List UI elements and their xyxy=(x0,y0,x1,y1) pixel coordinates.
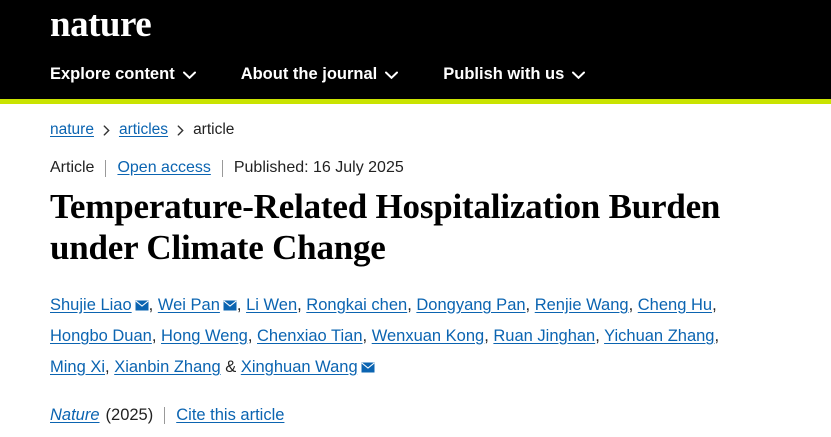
author-link[interactable]: Ruan Jinghan xyxy=(493,327,596,345)
nav-item-label: Explore content xyxy=(50,64,175,83)
open-access-link[interactable]: Open access xyxy=(117,159,211,176)
author-link[interactable]: Wei Pan xyxy=(157,296,220,314)
breadcrumb xyxy=(0,104,831,138)
author-link[interactable]: Cheng Hu xyxy=(637,296,713,314)
author-link[interactable]: Hongbo Duan xyxy=(50,327,152,345)
main-navigation xyxy=(0,49,831,104)
nav-item-publish-with-us[interactable] xyxy=(443,65,585,84)
author-link[interactable]: Shujie Liao xyxy=(50,296,132,314)
author-link[interactable]: Xianbin Zhang xyxy=(114,358,221,376)
chevron-down-icon xyxy=(572,71,585,79)
journal-year: (2025) xyxy=(105,405,154,424)
breadcrumb-item-nature[interactable]: nature xyxy=(50,121,94,138)
author-list: Shujie Liao , Wei Pan , Li Wen, Rongkai chen, Dongyang Pan, Renjie Wang, Cheng Hu, Hongbo Duan, Hong Weng, Chenxiao Tian, Wenxuan Kong, Ruan Jinghan, Yichuan Zhang, Ming Xi, Xianbin Zhang & Xinghuan Wang xyxy=(50,296,720,376)
author-link[interactable]: Yichuan Zhang xyxy=(604,327,715,345)
chevron-right-icon xyxy=(103,125,110,136)
author-link[interactable]: Ming Xi xyxy=(50,358,106,376)
journal-citation xyxy=(50,403,831,427)
author-link[interactable]: Xinghuan Wang xyxy=(240,358,358,376)
nav-item-explore-content[interactable] xyxy=(50,65,196,84)
site-masthead xyxy=(0,0,831,49)
article-meta xyxy=(50,157,831,179)
page-title: Temperature-Related Hospitalization Burden under Climate Change xyxy=(50,187,721,267)
nav-item-label: Publish with us xyxy=(443,64,565,83)
nav-item-label: About the journal xyxy=(240,64,378,83)
envelope-icon[interactable] xyxy=(361,362,375,373)
nav-item-about-the-journal[interactable] xyxy=(241,65,399,84)
author-link[interactable]: Li Wen xyxy=(246,296,298,314)
meta-divider xyxy=(222,160,223,177)
authors-ampersand: & xyxy=(225,358,237,376)
chevron-right-icon xyxy=(177,125,184,136)
author-link[interactable]: Chenxiao Tian xyxy=(257,327,363,345)
nature-logo[interactable] xyxy=(50,3,152,45)
author-link[interactable]: Hong Weng xyxy=(161,327,248,345)
article-type: Article xyxy=(50,159,95,176)
breadcrumb-item-article: article xyxy=(193,121,235,138)
chevron-down-icon xyxy=(385,71,398,79)
envelope-icon[interactable] xyxy=(223,300,237,311)
cite-this-article-link[interactable]: Cite this article xyxy=(176,405,285,424)
chevron-down-icon xyxy=(183,71,196,79)
author-link[interactable]: Dongyang Pan xyxy=(416,296,526,314)
envelope-icon[interactable] xyxy=(135,300,149,311)
breadcrumb-item-articles[interactable]: articles xyxy=(118,121,169,138)
nature-logo-text: nature xyxy=(50,3,152,45)
author-link[interactable]: Rongkai chen xyxy=(306,296,408,314)
author-link[interactable]: Renjie Wang xyxy=(534,296,629,314)
author-link[interactable]: Wenxuan Kong xyxy=(371,327,485,345)
meta-divider xyxy=(105,160,106,177)
published-date: Published: 16 July 2025 xyxy=(233,159,404,176)
meta-divider xyxy=(164,407,165,424)
journal-name-link[interactable]: Nature xyxy=(50,405,100,424)
